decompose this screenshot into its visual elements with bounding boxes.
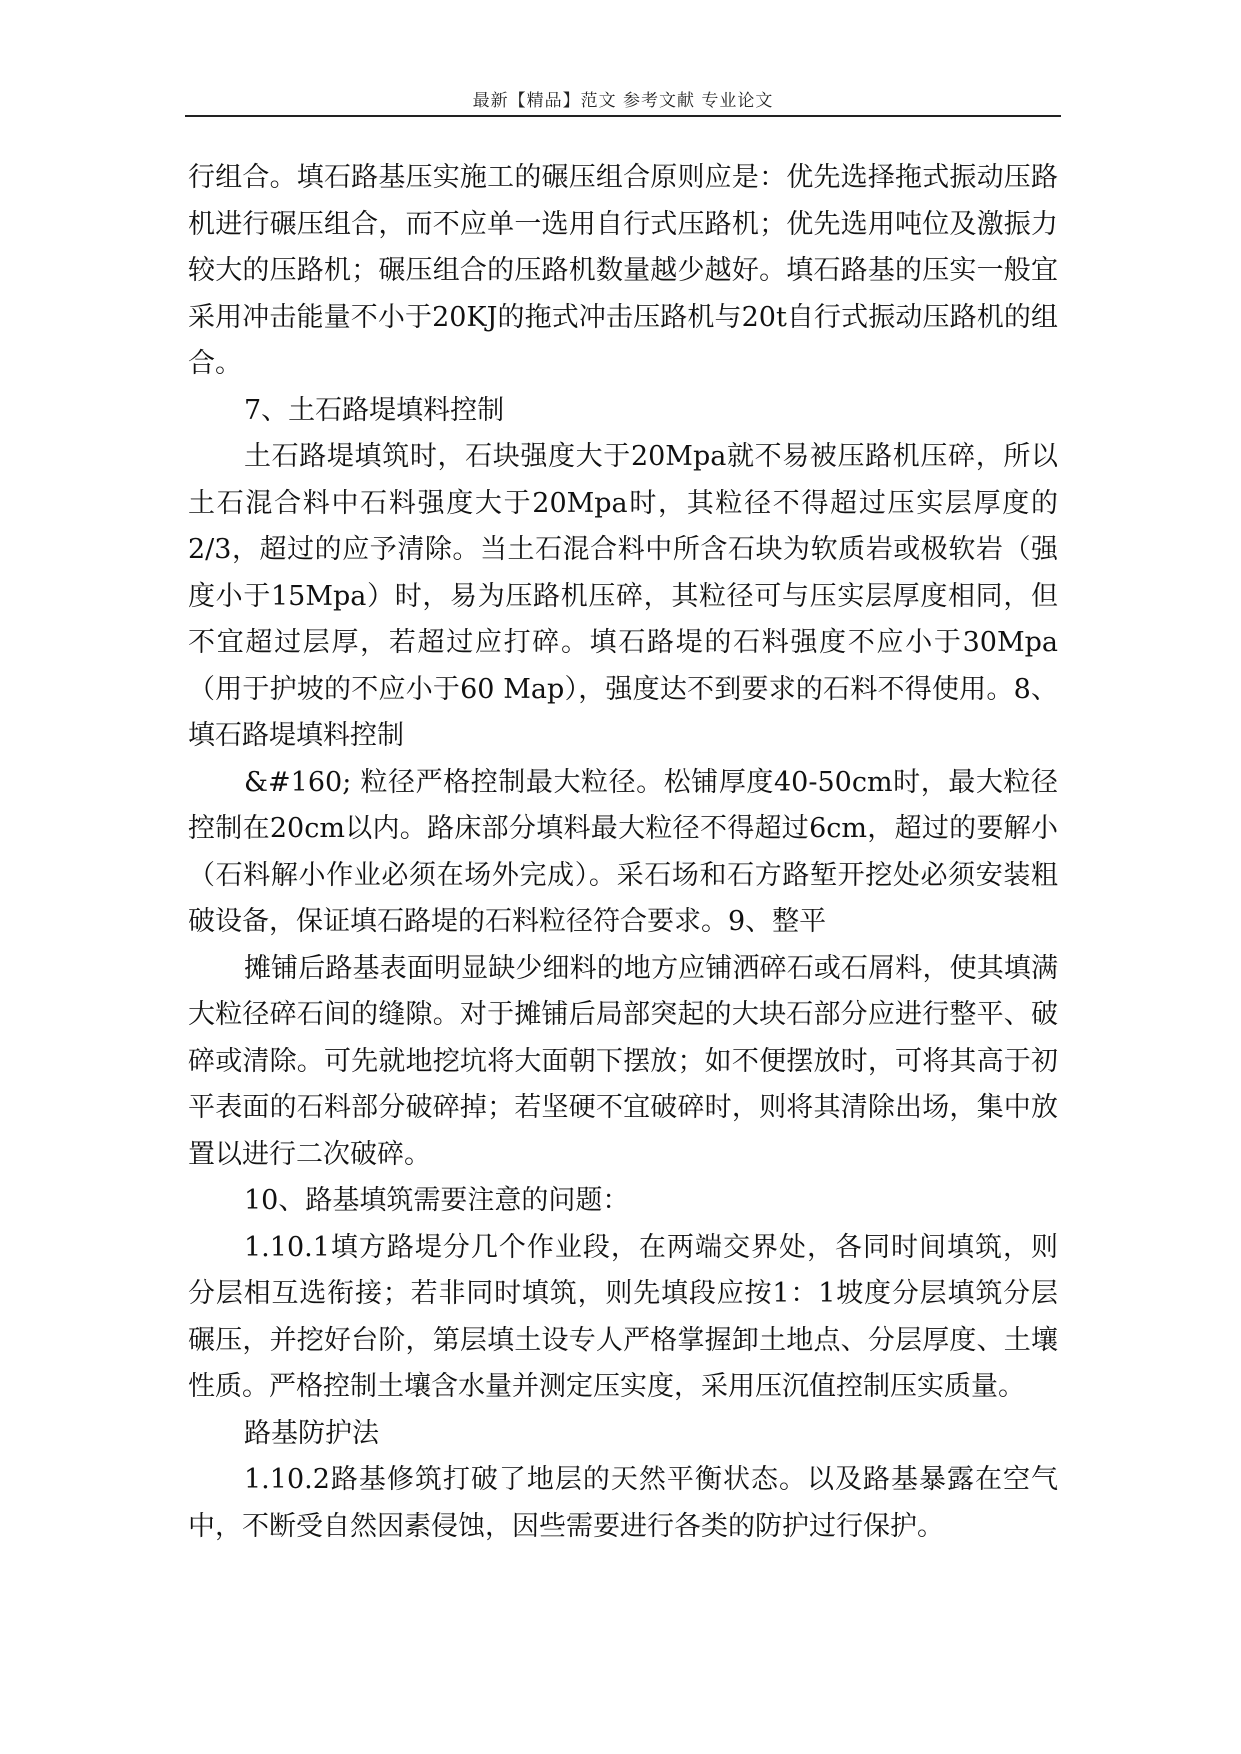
paragraph-roller-combination: 行组合。填石路基压实施工的碾压组合原则应是：优先选择拖式振动压路机进行碾压组合，而不应单一选用自行式压路机；优先选用吨位及激振力较大的压路机；碾压组合的压路机数量越少越好。填石路基的压实一般宜采用冲击能量不小于20KJ的拖式冲击压路机与20t自行式振动压路机的组合。 (188, 162, 1058, 379)
heading-filling-issues: 10、路基填筑需要注意的问题： (244, 1185, 630, 1216)
header-divider (185, 115, 1061, 117)
heading-earth-rock-fill-control: 7、土石路堤填料控制 (244, 394, 505, 426)
paragraph-1-10-1: 1.10.1填方路堤分几个作业段，在两端交界处，各同时间填筑，则分层相互选衔接；若非同时填筑，则先填段应按1：1坡度分层填筑分层碾压，并挖好台阶，第层填土设专人严格掌握卸土地点、分层厚度、土壤性质。严格控制土壤含水量并测定压实度，采用压沉值控制压实质量。 (188, 1231, 1058, 1402)
paragraph-earth-rock-fill: 土石路堤填筑时，石块强度大于20Mpa就不易被压路机压碎，所以土石混合料中石料强度大于20Mpa时，其粒径不得超过压实层厚度的2/3，超过的应予清除。当土石混合料中所含石块为软质岩或极软岩（强度小于15Mpa）时，易为压路机压碎，其粒径可与压实层厚度相同，但不宜超过层厚，若超过应打碎。填石路堤的石料强度不应小于30Mpa（用于护坡的不应小于60 Map），强度达不到要求的石料不得使用。8、填石路堤填料控制 (188, 441, 1058, 751)
paragraph-leveling: 摊铺后路基表面明显缺少细料的地方应铺洒碎石或石屑料，使其填满大粒径碎石间的缝隙。对于摊铺后局部突起的大块石部分应进行整平、破碎或清除。可先就地挖坑将大面朝下摆放；如不便摆放时，可将其高于初平表面的石料部分破碎掉；若坚硬不宜破碎时，则将其清除出场，集中放置以进行二次破碎。 (188, 952, 1058, 1170)
paragraph-particle-size: &#160; 粒径严格控制最大粒径。松铺厚度40-50cm时，最大粒径控制在20cm以内。路床部分填料最大粒径不得超过6cm，超过的要解小（石料解小作业必须在场外完成）。采石场和石方路堑开挖处必须安装粗破设备，保证填石路堤的石料粒径符合要求。9、整平 (188, 766, 1058, 937)
page-header: 最新【精品】范文 参考文献 专业论文 (472, 91, 774, 111)
document-body (188, 155, 1058, 1550)
paragraph-1-10-2: 1.10.2路基修筑打破了地层的天然平衡状态。以及路基暴露在空气中，不断受自然因素侵蚀，因些需要进行各类的防护过行保护。 (188, 1464, 1058, 1542)
heading-subgrade-protection: 路基防护法 (244, 1417, 379, 1449)
